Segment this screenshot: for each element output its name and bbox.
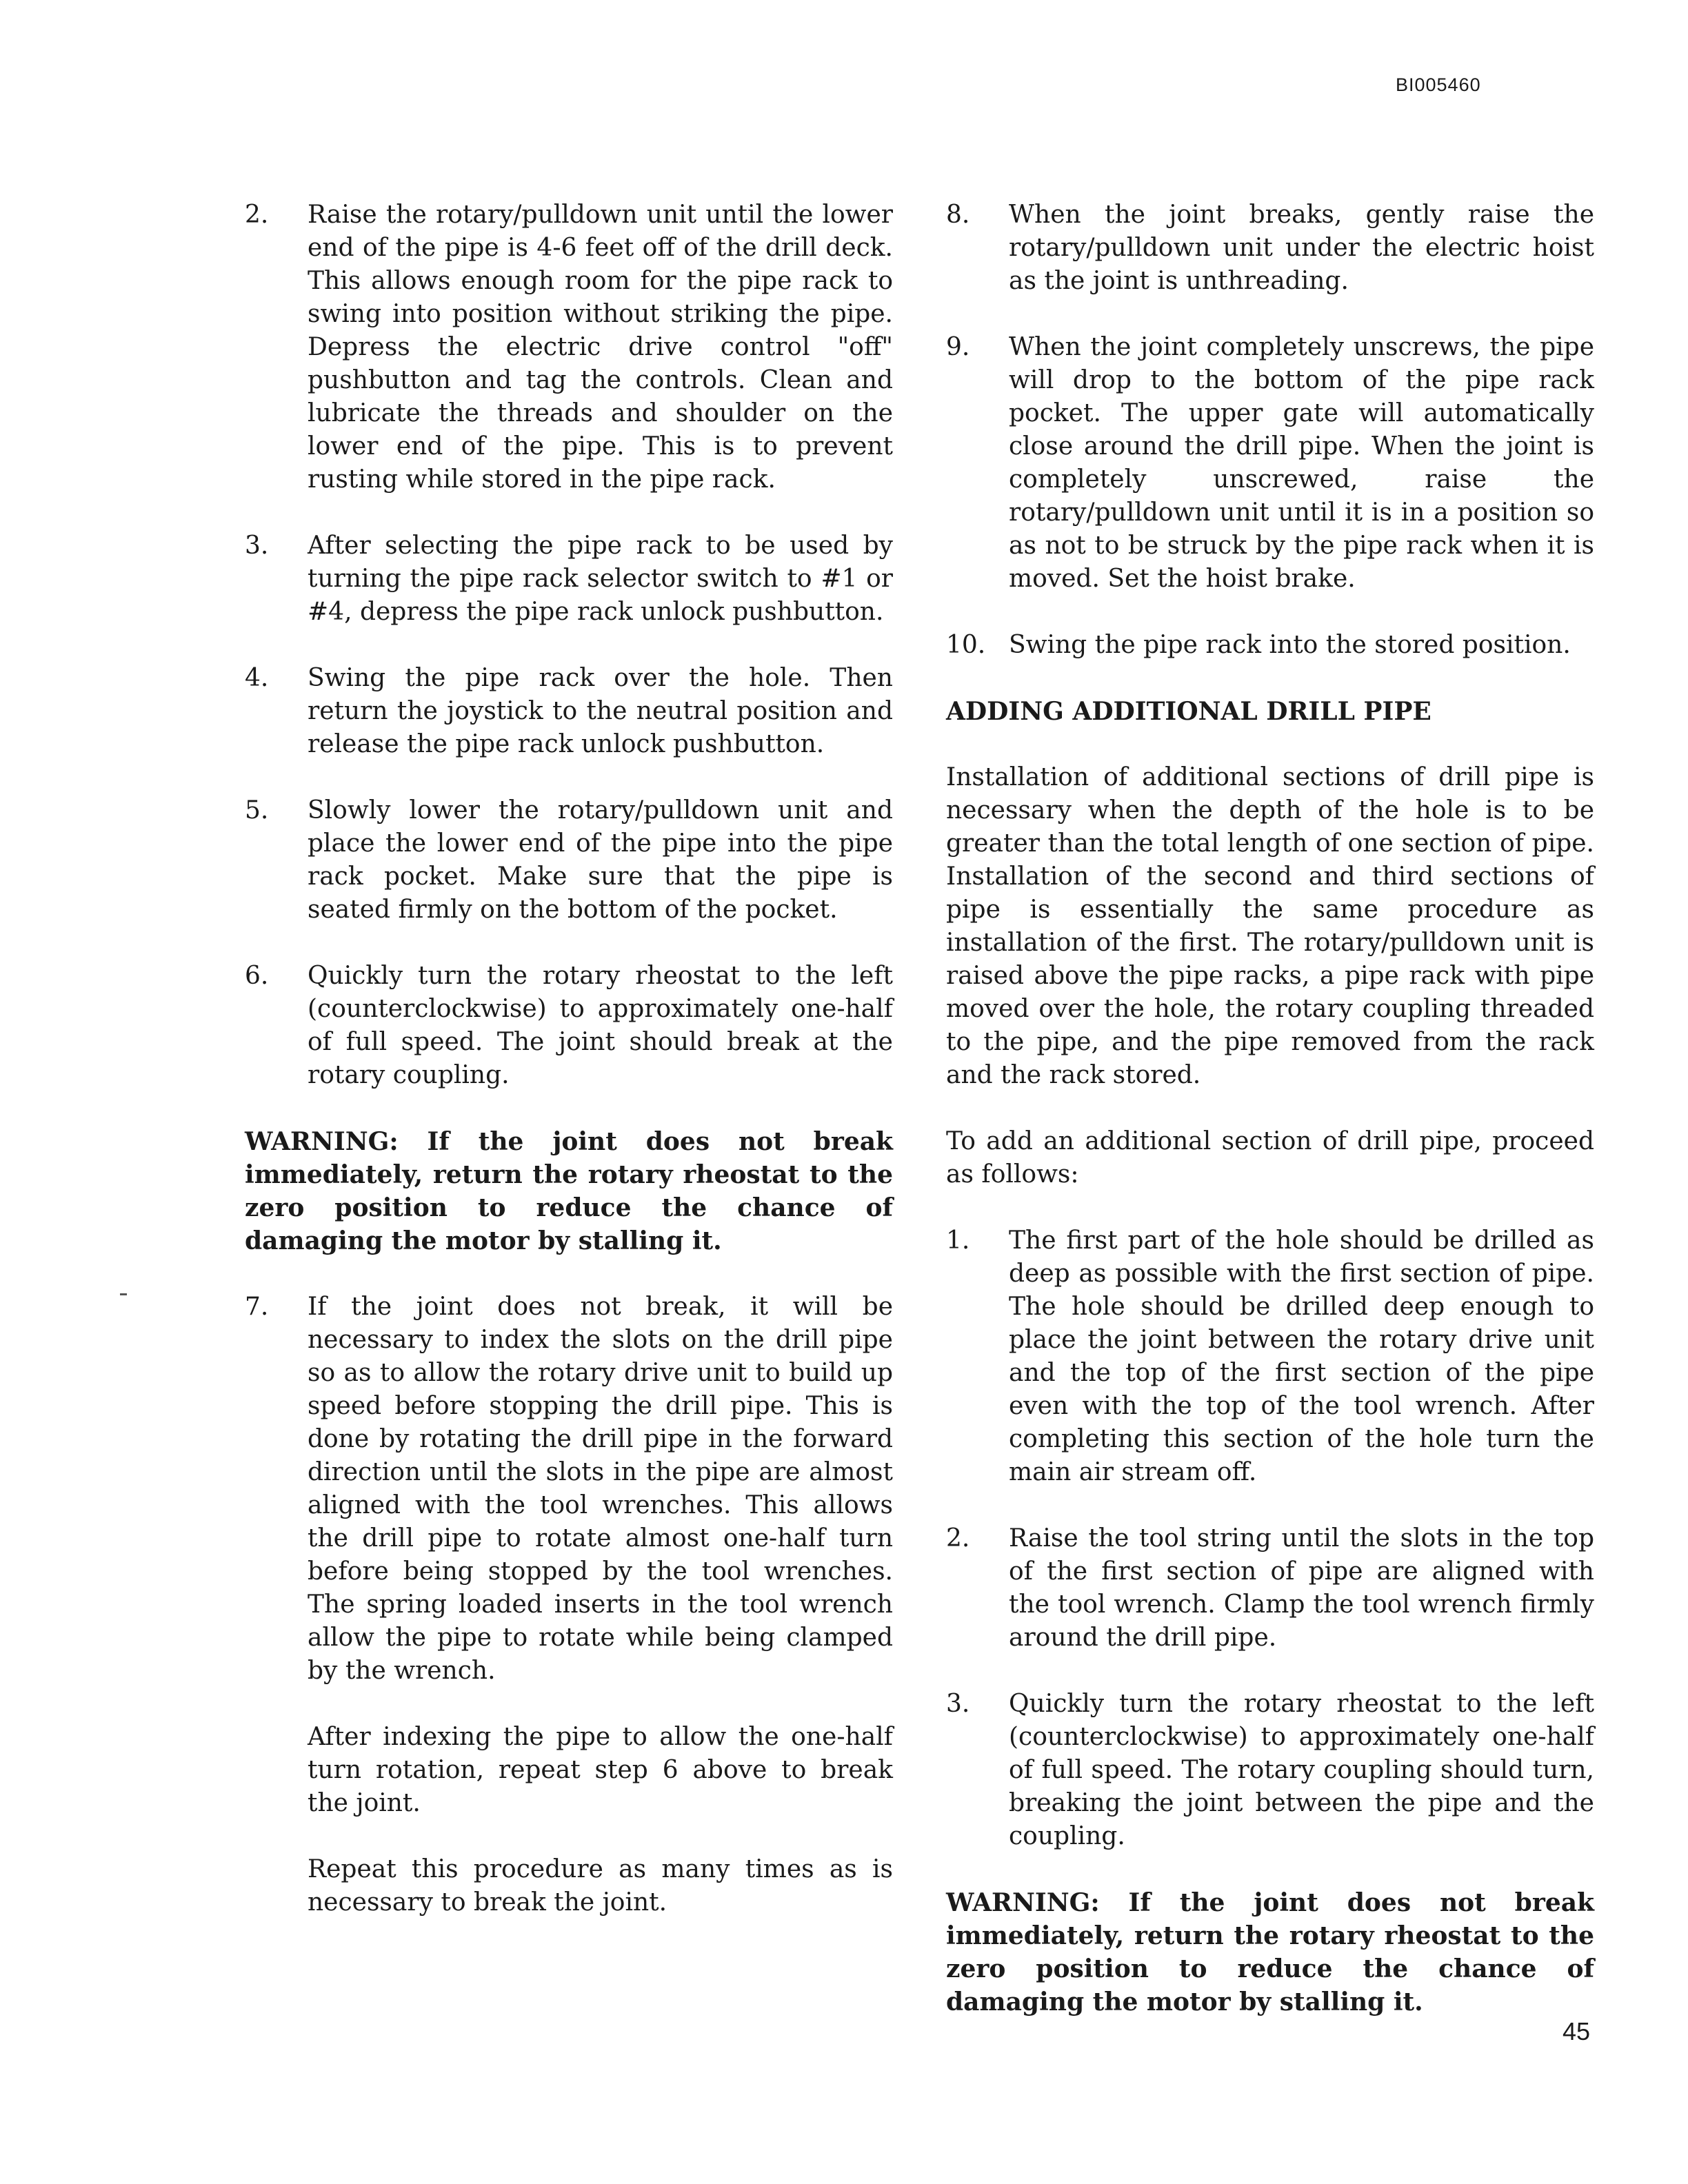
step-7 bbox=[245, 1291, 893, 1919]
step-paragraph: Repeat this procedure as many times as is necessary to break the joint. bbox=[308, 1855, 893, 1917]
step-5 bbox=[245, 794, 893, 927]
step-text: Raise the tool string until the slots in the top of the first section of pipe are aligned with the tool wrench. Clamp the tool wrench firmly around the drill pipe. bbox=[1009, 1524, 1594, 1652]
step-number: 7. bbox=[245, 1293, 269, 1321]
step-text: Quickly turn the rotary rheostat to the left (counterclockwise) to approximately one-half of full speed. The joint should break at the rotary coupling. bbox=[308, 962, 893, 1089]
step-8 bbox=[946, 199, 1594, 298]
page-number: 45 bbox=[1563, 2017, 1591, 2045]
lead-paragraph: To add an additional section of drill pipe, proceed as follows: bbox=[946, 1127, 1594, 1189]
add-step-2 bbox=[946, 1522, 1594, 1655]
step-number: 9. bbox=[946, 333, 970, 361]
step-4 bbox=[245, 662, 893, 761]
step-10 bbox=[946, 629, 1594, 662]
step-number: 1. bbox=[946, 1226, 970, 1255]
warning-text: WARNING: If the joint does not break immediately, return the rotary rheostat to the zero position to reduce the chance of damaging the motor by stalling it. bbox=[946, 1888, 1594, 2016]
step-text: The first part of the hole should be drilled as deep as possible with the first section of pipe. The hole should be drilled deep enough to place the joint between the rotary drive unit and the top of the first section of the pipe even with the top of the tool wrench. After completing this section of the hole turn the main air stream off. bbox=[1009, 1226, 1594, 1486]
step-6 bbox=[245, 960, 893, 1092]
step-text: When the joint breaks, gently raise the rotary/pulldown unit under the electric hoist as the joint is unthreading. bbox=[1009, 201, 1594, 295]
step-text: Raise the rotary/pulldown unit until the lower end of the pipe is 4-6 feet off of the drill deck. This allows enough room for the pipe rack to swing into position without striking the pipe. Depress the electric drive control "off" pushbutton and tag the controls. Clean and lubricate the threads and shoulder on the lower end of the pipe. This is to prevent rusting while stored in the pipe rack. bbox=[308, 201, 893, 494]
step-number: 3. bbox=[245, 532, 269, 560]
step-3 bbox=[245, 529, 893, 629]
step-paragraph: After indexing the pipe to allow the one-half turn rotation, repeat step 6 above to break the joint. bbox=[308, 1723, 893, 1817]
step-number: 8. bbox=[946, 201, 970, 229]
step-text: If the joint does not break, it will be necessary to index the slots on the drill pipe so as to allow the rotary drive unit to build up speed before stopping the drill pipe. This is done by rotating the drill pipe in the forward direction until the slots in the pipe are almost aligned with the tool wrenches. This allows the drill pipe to rotate almost one-half turn before being stopped by the tool wrenches. The spring loaded inserts in the tool wrench allow the pipe to rotate while being clamped by the wrench. bbox=[308, 1293, 893, 1685]
add-step-3 bbox=[946, 1688, 1594, 1853]
warning-text: WARNING: If the joint does not break immediately, return the rotary rheostat to the zero position to reduce the chance of damaging the motor by stalling it. bbox=[245, 1127, 893, 1255]
document-id: BI005460 bbox=[1396, 74, 1481, 95]
step-text: After selecting the pipe rack to be used by turning the pipe rack selector switch to #1 or #4, depress the pipe rack unlock pushbutton. bbox=[308, 532, 893, 626]
step-text: When the joint completely unscrews, the pipe will drop to the bottom of the pipe rack pocket. The upper gate will automatically close around the drill pipe. When the joint is completely unscrewed, raise the rotary/pulldown unit until it is in a position so as not to be struck by the pipe rack when it is moved. Set the hoist brake. bbox=[1009, 333, 1594, 593]
section-heading: ADDING ADDITIONAL DRILL PIPE bbox=[946, 697, 1431, 726]
step-text: Swing the pipe rack into the stored position. bbox=[1009, 631, 1571, 659]
add-step-1 bbox=[946, 1224, 1594, 1489]
intro-paragraph: Installation of additional sections of drill pipe is necessary when the depth of the hole is to be greater than the total length of one section of pipe. Installation of the second and third sections of pipe is essentially the same procedure as installation of the first. The rotary/pulldown unit is raised above the pipe racks, a pipe rack with pipe moved over the hole, the rotary coupling threaded to the pipe, and the pipe removed from the rack and the rack stored. bbox=[946, 763, 1594, 1089]
margin-mark bbox=[120, 1293, 127, 1295]
step-number: 10. bbox=[946, 631, 986, 659]
step-number: 4. bbox=[245, 664, 269, 692]
right-column bbox=[946, 199, 1594, 2052]
step-text: Slowly lower the rotary/pulldown unit and place the lower end of the pipe into the pipe rack pocket. Make sure that the pipe is seated firmly on the bottom of the pocket. bbox=[308, 796, 893, 924]
step-number: 6. bbox=[245, 962, 269, 990]
step-number: 5. bbox=[245, 796, 269, 825]
step-2 bbox=[245, 199, 893, 496]
step-number: 2. bbox=[245, 201, 269, 229]
step-number: 3. bbox=[946, 1690, 970, 1718]
step-text: Quickly turn the rotary rheostat to the left (counterclockwise) to approximately one-half of full speed. The rotary coupling should turn, breaking the joint between the pipe and the coupling. bbox=[1009, 1690, 1594, 1850]
step-9 bbox=[946, 331, 1594, 596]
left-column bbox=[245, 199, 893, 1952]
step-text: Swing the pipe rack over the hole. Then return the joystick to the neutral position and release the pipe rack unlock pushbutton. bbox=[308, 664, 893, 758]
step-number: 2. bbox=[946, 1524, 970, 1553]
